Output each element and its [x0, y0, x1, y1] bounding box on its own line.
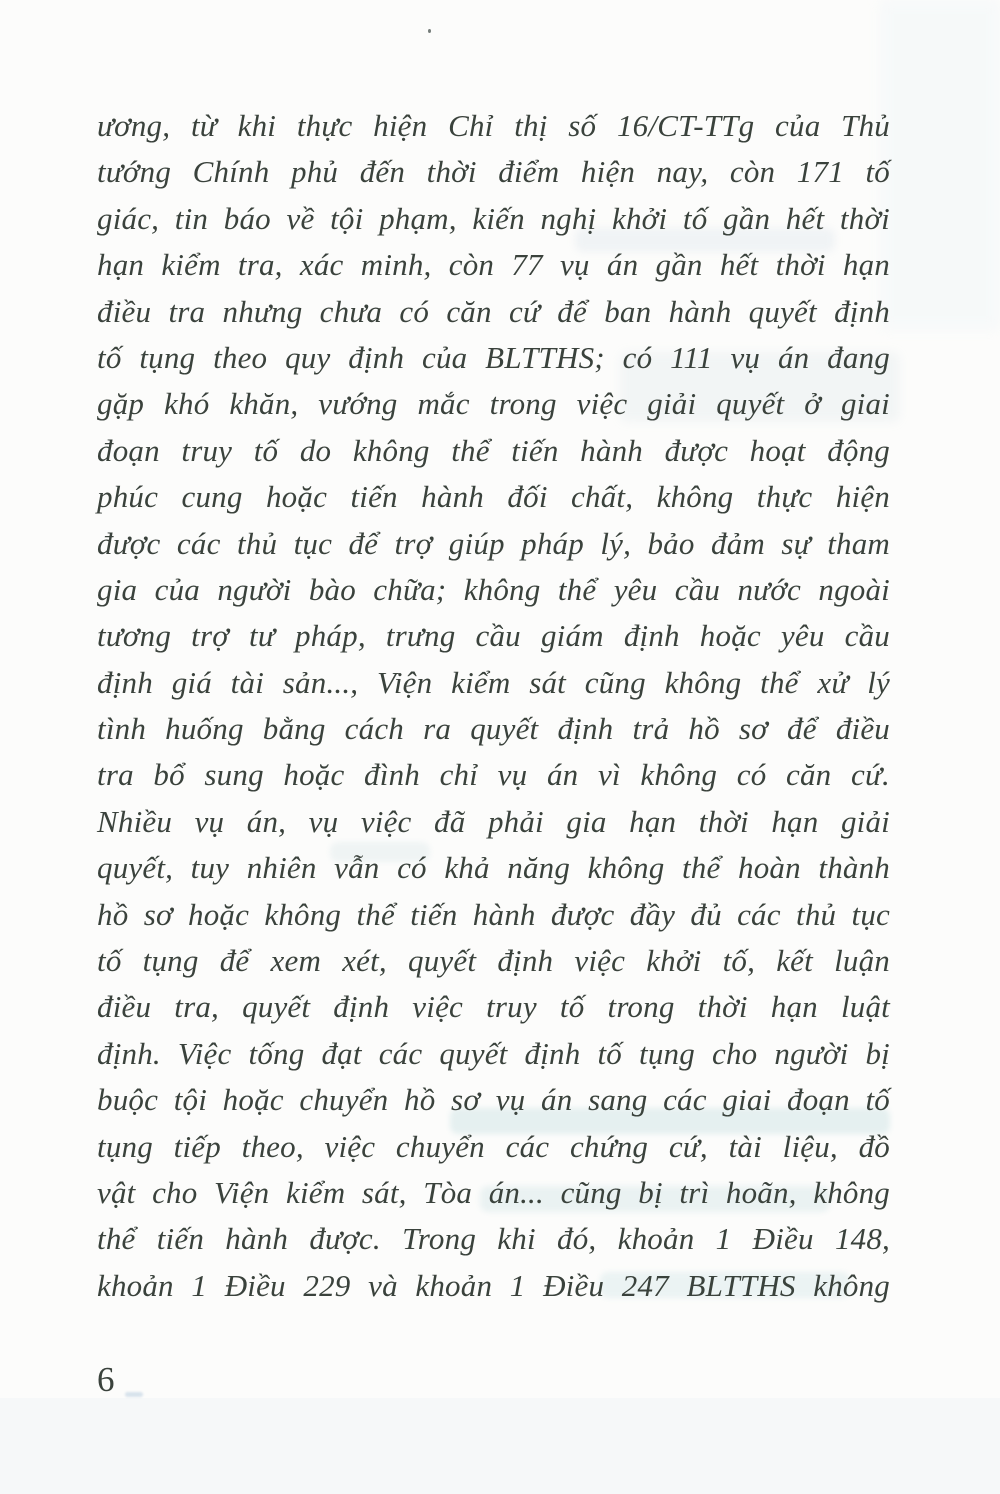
text-line: hạn kiểm tra, xác minh, còn 77 vụ án gần hết thời hạn: [97, 247, 890, 283]
text-line: vật cho Viện kiểm sát, Tòa án... cũng bị trì hoãn, không: [97, 1174, 890, 1210]
text-line: giác, tin báo về tội phạm, kiến nghị khởi tố gần hết thời: [97, 200, 890, 236]
text-line: đoạn truy tố do không thể tiến hành được hoạt động: [97, 432, 890, 468]
text-line: tụng tiếp theo, việc chuyển các chứng cứ, tài liệu, đồ: [97, 1128, 890, 1164]
text-line: gia của người bào chữa; không thể yêu cầu nước ngoài: [97, 571, 890, 607]
text-line: buộc tội hoặc chuyển hồ sơ vụ án sang các giai đoạn tố: [97, 1082, 890, 1118]
text-line: định. Việc tống đạt các quyết định tố tụng cho người bị: [97, 1035, 890, 1071]
text-line: hồ sơ hoặc không thể tiến hành được đầy đủ các thủ tục: [97, 896, 890, 932]
text-line: gặp khó khăn, vướng mắc trong việc giải quyết ở giai: [97, 386, 890, 422]
text-line: tố tụng theo quy định của BLTTHS; có 111 vụ án đang: [97, 339, 890, 375]
text-line: thể tiến hành được. Trong khi đó, khoản 1 Điều 148,: [97, 1221, 890, 1257]
body-text: [97, 103, 890, 1309]
text-line: phúc cung hoặc tiến hành đối chất, không thực hiện: [97, 479, 890, 515]
text-line: tố tụng để xem xét, quyết định việc khởi tố, kết luận: [97, 943, 890, 979]
text-line: quyết, tuy nhiên vẫn có khả năng không thể hoàn thành: [97, 850, 890, 886]
text-line: Nhiều vụ án, vụ việc đã phải gia hạn thời hạn giải: [97, 803, 890, 839]
text-line: tương trợ tư pháp, trưng cầu giám định hoặc yêu cầu: [97, 618, 890, 654]
text-line: được các thủ tục để trợ giúp pháp lý, bảo đảm sự tham: [97, 525, 890, 561]
text-line: tra bổ sung hoặc đình chỉ vụ án vì không có căn cứ.: [97, 757, 890, 793]
text-line: khoản 1 Điều 229 và khoản 1 Điều 247 BLTTHS không: [97, 1267, 890, 1303]
ink-smudge: [125, 1392, 143, 1397]
page-number: 6: [97, 1360, 115, 1399]
text-line: điều tra nhưng chưa có căn cứ để ban hành quyết định: [97, 293, 890, 329]
text-line: tình huống bằng cách ra quyết định trả hồ sơ để điều: [97, 711, 890, 747]
text-line: định giá tài sản..., Viện kiểm sát cũng không thể xử lý: [97, 664, 890, 700]
dust-speck: [428, 29, 431, 33]
paper-tint-bottom: [0, 1398, 1000, 1494]
paper-tint-top-right: [880, 0, 1000, 330]
text-line: điều tra, quyết định việc truy tố trong thời hạn luật: [97, 989, 890, 1025]
text-line: tướng Chính phủ đến thời điểm hiện nay, còn 171 tố: [97, 154, 890, 190]
text-line: ương, từ khi thực hiện Chỉ thị số 16/CT-TTg của Thủ: [97, 108, 890, 143]
